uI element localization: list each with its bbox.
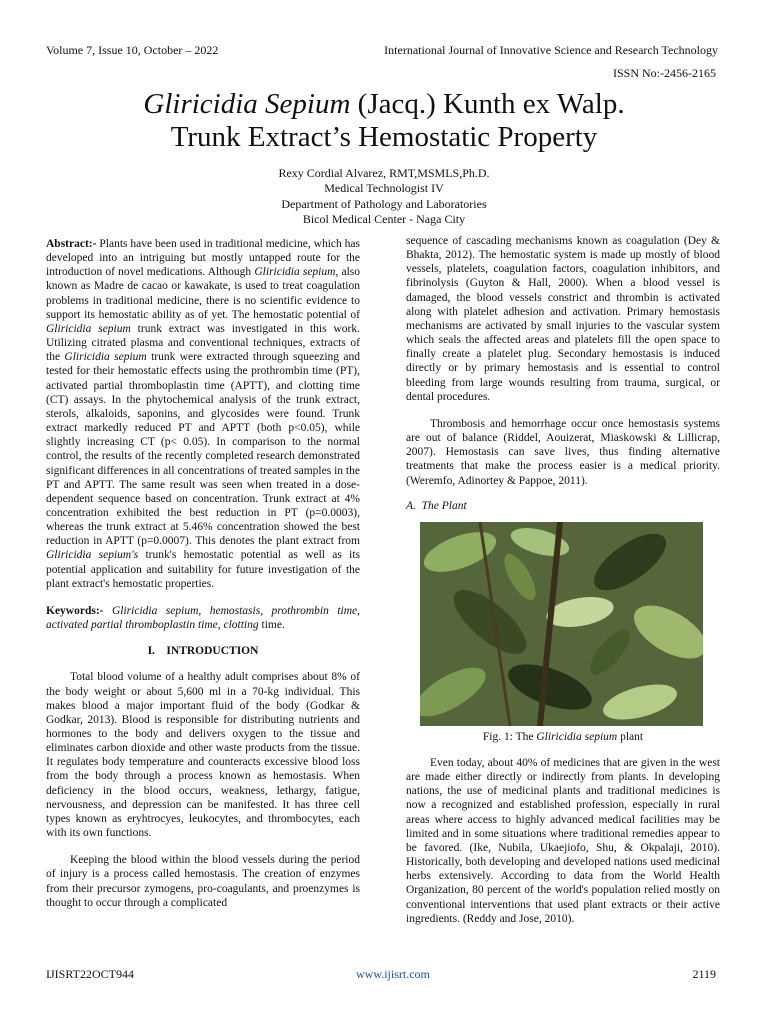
journal-name: International Journal of Innovative Science and Research Technology <box>384 43 718 57</box>
abstract-label: Abstract:- <box>46 238 97 250</box>
paper-title <box>40 88 728 154</box>
right-paragraph-3: Even today, about 40% of medicines that are given in the west are made either directly or indirectly from plants. In developing nations, the use of medicinal plants and traditional medicines is now a recognized and established profession, especially in rural areas where access to highly advanced medical facilities may be limited and in some situations where traditional remedies appear to be favored. (Ike, Nubila, Ukaejiofo, Shu, & Okpalaji, 2010). Historically, both developing and developed nations used medicinal herbs extensively. According to data from the World Health Organization, 80 percent of the world's population relied mostly on conventional interventions that used plant extracts or their active ingredients. (Reddy and Jose, 2010). <box>406 756 720 925</box>
author-position: Medical Technologist IV <box>324 181 444 196</box>
author-block <box>40 166 728 227</box>
author-department: Department of Pathology and Laboratories <box>281 196 487 211</box>
subsection-heading-plant: A. The Plant <box>406 499 467 512</box>
title-line2: Trunk Extract’s Hemostatic Property <box>170 121 598 153</box>
page-number: 2119 <box>692 967 716 981</box>
left-column <box>46 237 360 910</box>
abstract: Abstract:- Plants have been used in traditional medicine, which has developed into an intriguing but mostly untapped route for the introduction of novel medications. Although Gliricidia sepium, also known as Madre de cacao or kawakate, is used to treat coagulation problems in traditional medicine, there is no scientific evidence to support its hemostatic ability as of yet. The hemostatic potential of Gliricidia sepium trunk extract was investigated in this work. Utilizing citrated plasma and conventional techniques, extracts of the Gliricidia sepium trunk were extracted through squeezing and tested for their hemostatic effects using the prothrombin time (PT), activated partial thromboplastin time (APTT), and clotting time (CT) assays. In the phytochemical analysis of the trunk extract, sterols, alkaloids, saponins, and glycosides were found. Trunk extract markedly reduced PT and APTT (both p<0.05), while slightly increasing CT (p< 0.05). In comparison to the normal control, the results of the recently completed research demonstrated significant differences in all concentrations of treated samples in the PT and APTT. The same result was seen when treated in a dose-dependent sequence based on concentration. Trunk extract at 4% concentration exhibited the best reduction in PT (p=0.0003), whereas the trunk extract at 5.46% concentration showed the best reduction in APTT (p=0.0007). This denotes the plant extract from Gliricidia sepium's trunk's hemostatic potential as well as its potential application and suitability for future investigation of the plant extract's hemostatic properties. <box>46 238 361 590</box>
title-species: Gliricidia Sepium <box>143 88 351 120</box>
right-column <box>406 234 720 926</box>
section-heading-introduction: I. INTRODUCTION <box>147 645 259 658</box>
issn: ISSN No:-2456-2165 <box>612 66 716 80</box>
volume-info: Volume 7, Issue 10, October – 2022 <box>46 43 219 57</box>
paper-code: IJISRT22OCT944 <box>46 967 134 981</box>
intro-paragraph-1: Total blood volume of a healthy adult comprises about 8% of the body weight or about 5,600 ml in a 70-kg individual. This makes blood a major important fluid of the body (Godkar & Godkar, 2013). Blood is responsible for distributing nutrients and hormones to the body and delivers oxygen to the tissue and eliminates carbon dioxide and other waste products from the tissue. It regulates body temperature and counteracts excessive blood loss from the body through a process known as hemostasis. When deficiency in the blood occurs, weakness, lethargy, fatigue, nervousness, and depression can be manifested. It has three cell types known as eryhtrocyes, leukocytes, and thrombocytes, each with its own functions. <box>46 671 360 840</box>
author-name: Rexy Cordial Alvarez, RMT,MSMLS,Ph.D. <box>278 166 490 180</box>
keywords: Keywords:- Gliricidia sepium, hemostasis, prothrombin time, activated partial thromboplastin time, clotting time. <box>46 604 360 632</box>
right-paragraph-1: sequence of cascading mechanisms known as coagulation (Dey & Bhakta, 2012). The hemostatic system is made up mostly of blood vessels, platelets, coagulation factors, coagulation inhibitors, and fibrinolysis (Guyton & Hall, 2000). When a blood vessel is damaged, the blood vessels constrict and thrombin is activated along with platelet adhesion and activation. Primary hemostasis mechanisms are activated by small injuries to the vascular system which seals the affected areas and platelets fill the open space to finally create a platelet plug. Secondary hemostasis is induced directly or by primary hemostasis and is essential to control bleeding from large wounds resulting from trauma, surgical, or dental procedures. <box>406 235 720 403</box>
right-paragraph-2: Thrombosis and hemorrhage occur once hemostasis systems are out of balance (Riddel, Aouizerat, Miaskowski & Lillicrap, 2007). Hemostasis can save lives, thus finding alternative treatments that make the process easier is a medical priority. (Weremfo, Adinortey & Pappoe, 2011). <box>406 417 720 487</box>
author-institution: Bicol Medical Center - Naga City <box>302 211 466 226</box>
intro-paragraph-2: Keeping the blood within the blood vessels during the period of injury is a process called hemostasis. The creation of enzymes from their precursor zymogens, pro-coagulants, and proenzymes is thought to occur through a complicated <box>46 854 360 909</box>
journal-link[interactable]: www.ijisrt.com <box>356 967 430 981</box>
leaves-illustration <box>420 522 703 726</box>
figure-caption: Fig. 1: The Gliricidia sepium plant <box>482 730 644 743</box>
title-authority: (Jacq.) Kunth ex Walp. <box>350 88 625 120</box>
plant-photo <box>420 522 703 726</box>
